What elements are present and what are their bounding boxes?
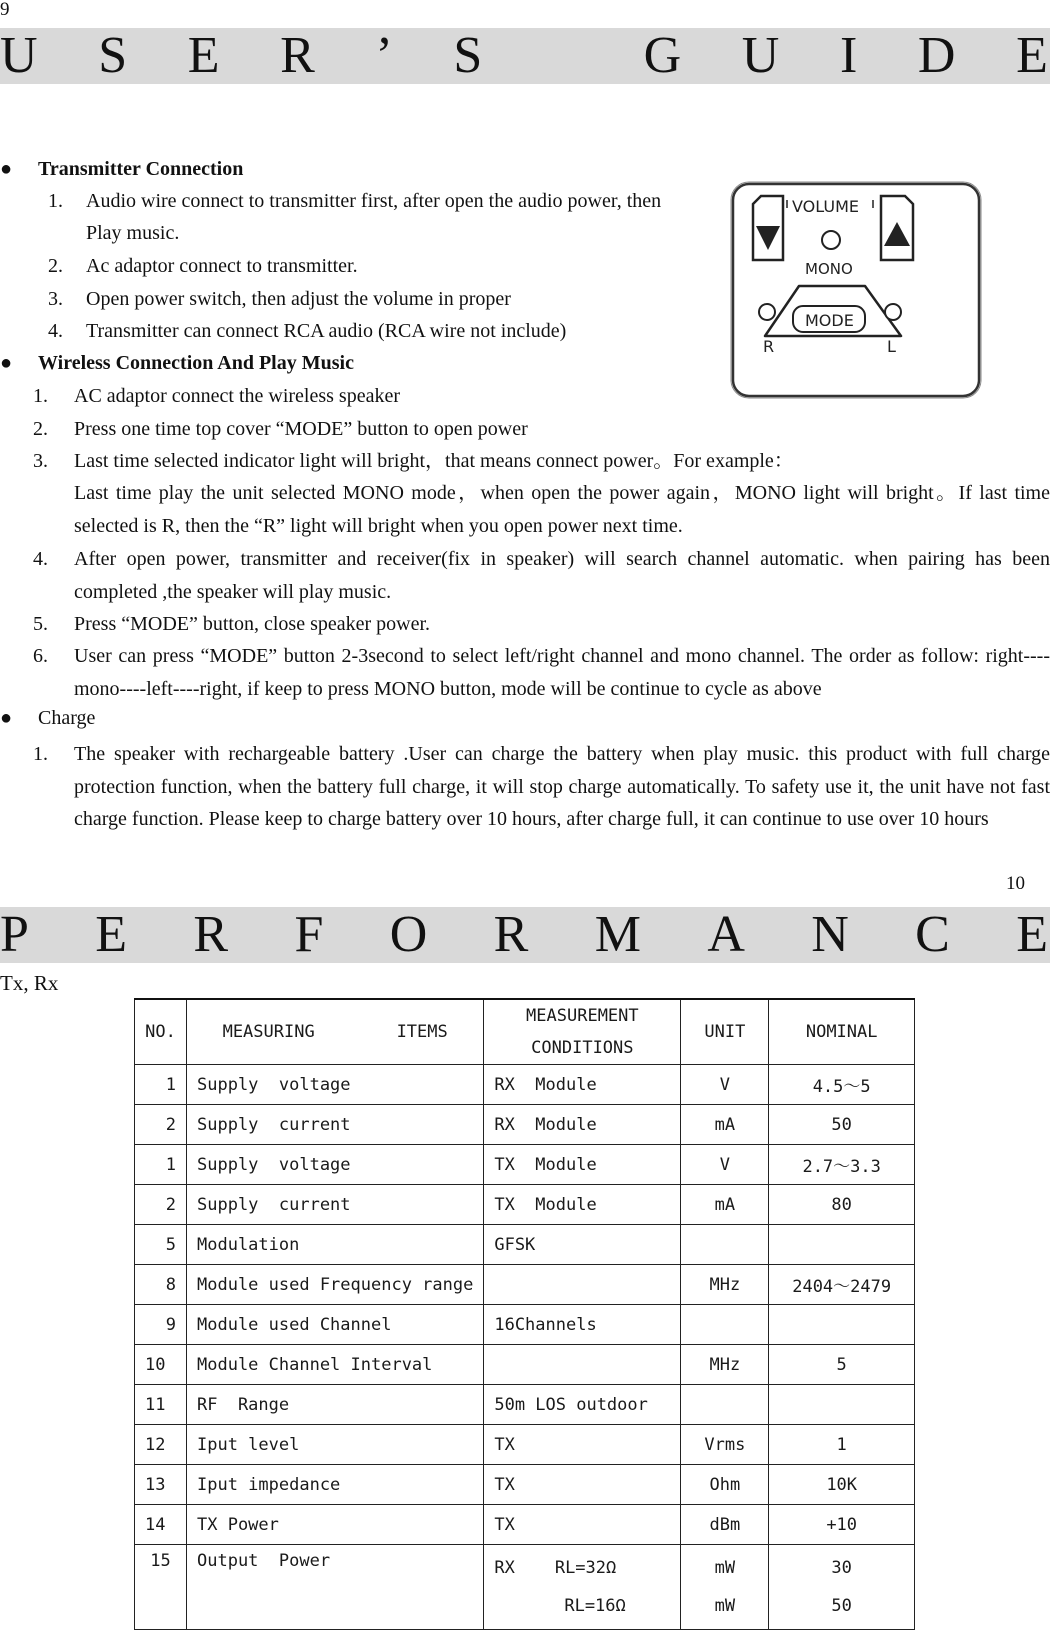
cell-unit: MHz bbox=[681, 1345, 769, 1385]
cell-nominal: 2.7～3.3 bbox=[769, 1145, 915, 1185]
cell-nominal: 30 50 bbox=[769, 1545, 915, 1630]
banner-letter: ’ bbox=[375, 28, 393, 84]
cell-no: 1 bbox=[135, 1065, 187, 1105]
l-indicator-light bbox=[885, 304, 901, 320]
cell-condition: RX RL=32Ω RL=16Ω bbox=[484, 1545, 681, 1630]
section-title-wireless: ● Wireless Connection And Play Music bbox=[0, 352, 354, 374]
column-header-conditions: MEASUREMENT CONDITIONS bbox=[484, 999, 681, 1065]
cell-no: 5 bbox=[135, 1225, 187, 1265]
section-title-charge: ● Charge bbox=[0, 707, 96, 729]
column-header-no: NO. bbox=[135, 999, 187, 1065]
table-header-row bbox=[135, 999, 915, 1065]
cell-item: Modulation bbox=[187, 1225, 484, 1265]
cell-unit: mA bbox=[681, 1105, 769, 1145]
banner-letter: F bbox=[294, 907, 324, 963]
cell-nominal: +10 bbox=[769, 1505, 915, 1545]
cell-no: 1 bbox=[135, 1145, 187, 1185]
cell-condition: 50m LOS outdoor bbox=[484, 1385, 681, 1425]
volume-label: VOLUME bbox=[792, 197, 859, 216]
cell-unit: dBm bbox=[681, 1505, 769, 1545]
banner-letter: O bbox=[389, 907, 428, 963]
table-row bbox=[135, 1385, 915, 1425]
cell-item: Output Power bbox=[187, 1545, 484, 1630]
cell-item: RF Range bbox=[187, 1385, 484, 1425]
cell-nominal bbox=[769, 1305, 915, 1345]
table-row bbox=[135, 1225, 915, 1265]
cell-condition: TX bbox=[484, 1465, 681, 1505]
cell-condition: TX Module bbox=[484, 1145, 681, 1185]
cell-unit bbox=[681, 1225, 769, 1265]
banner-letter: N bbox=[811, 907, 849, 963]
section-title-transmitter: ● Transmitter Connection bbox=[0, 158, 244, 180]
cell-item: TX Power bbox=[187, 1505, 484, 1545]
page-number: 9 bbox=[0, 0, 10, 20]
cell-item: Supply voltage bbox=[187, 1145, 484, 1185]
banner-letter: R bbox=[193, 907, 229, 963]
cell-item: Module used Channel bbox=[187, 1305, 484, 1345]
banner-letter: R bbox=[493, 907, 529, 963]
cell-no: 13 bbox=[135, 1465, 187, 1505]
table-row bbox=[135, 1305, 915, 1345]
cell-nominal bbox=[769, 1225, 915, 1265]
cell-nominal bbox=[769, 1385, 915, 1425]
table-row bbox=[135, 1265, 915, 1305]
table-row bbox=[135, 1425, 915, 1465]
column-header-unit: UNIT bbox=[681, 999, 769, 1065]
banner-letter: C bbox=[915, 907, 950, 963]
banner-title bbox=[0, 28, 1050, 84]
table-row bbox=[135, 1145, 915, 1185]
cell-unit: V bbox=[681, 1145, 769, 1185]
cell-nominal: 80 bbox=[769, 1185, 915, 1225]
banner-letter: M bbox=[594, 907, 641, 963]
cell-item: Supply current bbox=[187, 1105, 484, 1145]
mono-label: MONO bbox=[805, 260, 853, 278]
cell-item: Module Channel Interval bbox=[187, 1345, 484, 1385]
cell-unit: MHz bbox=[681, 1265, 769, 1305]
cell-condition: RX Module bbox=[484, 1065, 681, 1105]
table-row bbox=[135, 1105, 915, 1145]
cell-nominal: 2404～2479 bbox=[769, 1265, 915, 1305]
section-subtitle: Tx, Rx bbox=[0, 971, 59, 995]
cell-condition: GFSK bbox=[484, 1225, 681, 1265]
banner-letter: I bbox=[839, 28, 858, 84]
cell-item: Supply voltage bbox=[187, 1065, 484, 1105]
cell-no: 14 bbox=[135, 1505, 187, 1545]
table-row bbox=[135, 1545, 915, 1630]
banner-letter: U bbox=[0, 28, 38, 84]
cell-nominal: 50 bbox=[769, 1105, 915, 1145]
cell-no: 2 bbox=[135, 1185, 187, 1225]
r-indicator-light bbox=[759, 304, 775, 320]
banner-letter: S bbox=[98, 28, 128, 84]
banner-letter: E bbox=[95, 907, 128, 963]
mode-label: MODE bbox=[805, 311, 854, 330]
cell-condition: TX bbox=[484, 1425, 681, 1465]
cell-condition bbox=[484, 1265, 681, 1305]
cell-item: Iput level bbox=[187, 1425, 484, 1465]
cell-item: Iput impedance bbox=[187, 1465, 484, 1505]
banner-letter: P bbox=[0, 907, 29, 963]
cell-unit: mW mW bbox=[681, 1545, 769, 1630]
cell-condition: 16Channels bbox=[484, 1305, 681, 1345]
cell-unit: mA bbox=[681, 1185, 769, 1225]
banner-letter: D bbox=[917, 28, 956, 84]
cell-no: 2 bbox=[135, 1105, 187, 1145]
bullet-icon: ● bbox=[0, 352, 13, 374]
performance-banner bbox=[0, 907, 1050, 963]
cell-no: 11 bbox=[135, 1385, 187, 1425]
table-row bbox=[135, 1185, 915, 1225]
cell-condition: TX Module bbox=[484, 1185, 681, 1225]
cell-no: 8 bbox=[135, 1265, 187, 1305]
transmitter-control-panel-illustration bbox=[725, 174, 985, 404]
cell-unit: Ohm bbox=[681, 1465, 769, 1505]
banner-letter: E bbox=[187, 28, 220, 84]
table-row bbox=[135, 1345, 915, 1385]
cell-nominal: 10K bbox=[769, 1465, 915, 1505]
banner-letter: S bbox=[453, 28, 483, 84]
performance-table bbox=[134, 998, 915, 1630]
cell-unit: Vrms bbox=[681, 1425, 769, 1465]
table-row bbox=[135, 1505, 915, 1545]
cell-no: 12 bbox=[135, 1425, 187, 1465]
table-row bbox=[135, 1065, 915, 1105]
cell-nominal: 1 bbox=[769, 1425, 915, 1465]
column-header-nominal: NOMINAL bbox=[769, 999, 915, 1065]
cell-condition: RX Module bbox=[484, 1105, 681, 1145]
banner-letter: E bbox=[1016, 28, 1048, 84]
cell-nominal: 4.5～5 bbox=[769, 1065, 915, 1105]
l-label: L bbox=[887, 337, 896, 356]
bullet-icon: ● bbox=[0, 707, 13, 729]
table-row bbox=[135, 1465, 915, 1505]
banner-letter: G bbox=[643, 28, 682, 84]
cell-no: 10 bbox=[135, 1345, 187, 1385]
banner-letter: U bbox=[741, 28, 780, 84]
cell-item: Module used Frequency range bbox=[187, 1265, 484, 1305]
mono-indicator-light bbox=[822, 231, 840, 249]
users-guide-banner bbox=[0, 28, 1050, 84]
cell-unit bbox=[681, 1385, 769, 1425]
cell-no: 9 bbox=[135, 1305, 187, 1345]
page-number: 10 bbox=[1006, 873, 1025, 894]
list-item: 1. Audio wire connect to transmitter first, after open the audio power, then Play music. bbox=[48, 190, 662, 244]
cell-item: Supply current bbox=[187, 1185, 484, 1225]
banner-letter: A bbox=[707, 907, 745, 963]
cell-condition bbox=[484, 1345, 681, 1385]
cell-nominal: 5 bbox=[769, 1345, 915, 1385]
banner-title bbox=[0, 907, 1050, 963]
bullet-icon: ● bbox=[0, 158, 13, 180]
cell-condition: TX bbox=[484, 1505, 681, 1545]
banner-letter: R bbox=[280, 28, 315, 84]
cell-unit: V bbox=[681, 1065, 769, 1105]
banner-letter: E bbox=[1016, 907, 1048, 963]
cell-unit bbox=[681, 1305, 769, 1345]
cell-no: 15 bbox=[135, 1545, 187, 1630]
column-header-items: MEASURING ITEMS bbox=[187, 999, 484, 1065]
r-label: R bbox=[763, 337, 775, 356]
